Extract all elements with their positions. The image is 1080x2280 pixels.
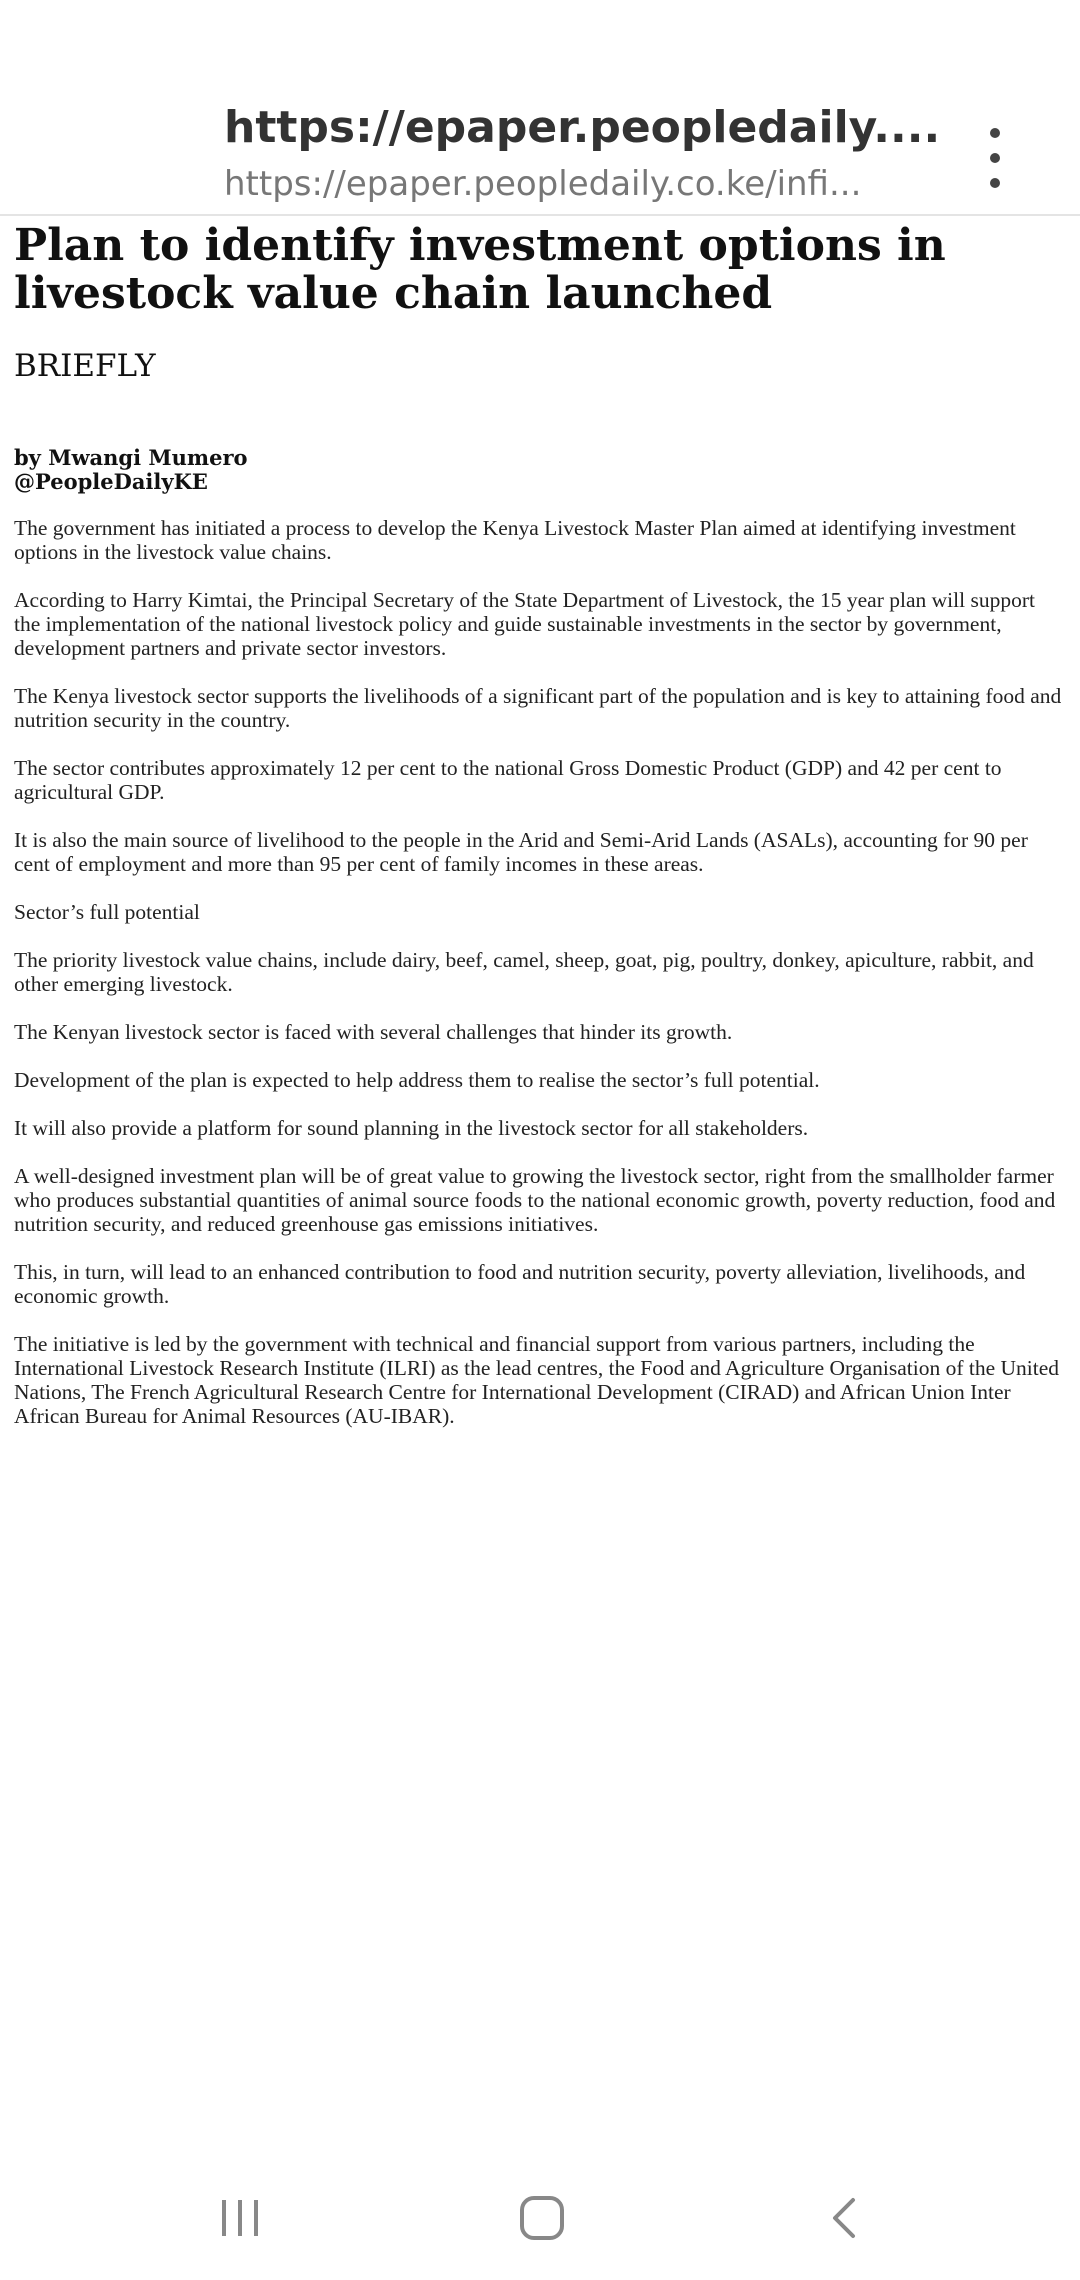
more-vert-icon[interactable] — [970, 128, 1020, 188]
paragraph: The sector contributes approximately 12 per cent to the national Gross Domestic Product (GDP) and 42 per cent to agricultural GDP. — [14, 756, 1002, 804]
paragraph: It will also provide a platform for sound planning in the livestock sector for all stakeholders. — [14, 1116, 809, 1140]
menu-dot — [990, 153, 1000, 163]
article-headline: Plan to identify investment options in livestock value chain launched — [14, 220, 946, 319]
paragraph: According to Harry Kimtai, the Principal Secretary of the State Department of Livestock, the 15 year plan will support the implementation of the national livestock policy and guide sustainable investments in the sector by government, development partners and private sector investors. — [14, 588, 1035, 660]
article — [14, 222, 1066, 1452]
author-name: by Mwangi Mumero — [14, 445, 248, 470]
paragraph: Development of the plan is expected to help address them to realise the sector’s full potential. — [14, 1068, 820, 1092]
byline — [14, 446, 1066, 494]
paragraph: The initiative is led by the government with technical and financial support from various partners, including the International Livestock Research Institute (ILRI) as the lead centres, the Food and Agriculture Organisation of the United Nations, The French Agricultural Research Centre for International Development (CIRAD) and African Union Inter African Bureau for Animal Resources (AU-IBAR). — [14, 1332, 1060, 1428]
paragraph: This, in turn, will lead to an enhanced contribution to food and nutrition security, poverty alleviation, livelihoods, and economic growth. — [14, 1260, 1026, 1308]
paragraph: The Kenya livestock sector supports the livelihoods of a significant part of the population and is key to attaining food and nutrition security in the country. — [14, 684, 1062, 732]
home-icon[interactable] — [502, 2188, 582, 2248]
back-icon[interactable] — [804, 2188, 884, 2248]
page-title[interactable]: https://epaper.peopledaily.... — [224, 102, 941, 153]
system-navigation-bar — [0, 2160, 1080, 2280]
url-field[interactable]: https://epaper.peopledaily.co.ke/infi... — [224, 164, 862, 204]
recent-apps-icon[interactable] — [200, 2188, 280, 2248]
paragraph: It is also the main source of livelihood to the people in the Arid and Semi-Arid Lands (ASALs), accounting for 90 per cent of employment and more than 95 per cent of family incomes in these areas. — [14, 828, 1028, 876]
paragraph: The Kenyan livestock sector is faced with several challenges that hinder its growth. — [14, 1020, 733, 1044]
paragraph: The government has initiated a process to develop the Kenya Livestock Master Plan aimed at identifying investment options in the livestock value chains. — [14, 516, 1016, 564]
article-body — [14, 516, 1066, 1428]
subheading: Sector’s full potential — [14, 900, 200, 924]
menu-dot — [990, 178, 1000, 188]
browser-toolbar — [0, 0, 1080, 216]
menu-dot — [990, 128, 1000, 138]
paragraph: The priority livestock value chains, include dairy, beef, camel, sheep, goat, pig, poultry, donkey, apiculture, rabbit, and other emerging livestock. — [14, 948, 1034, 996]
author-handle[interactable]: @PeopleDailyKE — [14, 469, 208, 494]
paragraph: A well-designed investment plan will be of great value to growing the livestock sector, right from the smallholder farmer who produces substantial quantities of animal source foods to the national economic growth, poverty reduction, food and nutrition security, and reduced greenhouse gas emissions initiatives. — [14, 1164, 1056, 1236]
article-kicker: BRIEFLY — [14, 348, 156, 384]
